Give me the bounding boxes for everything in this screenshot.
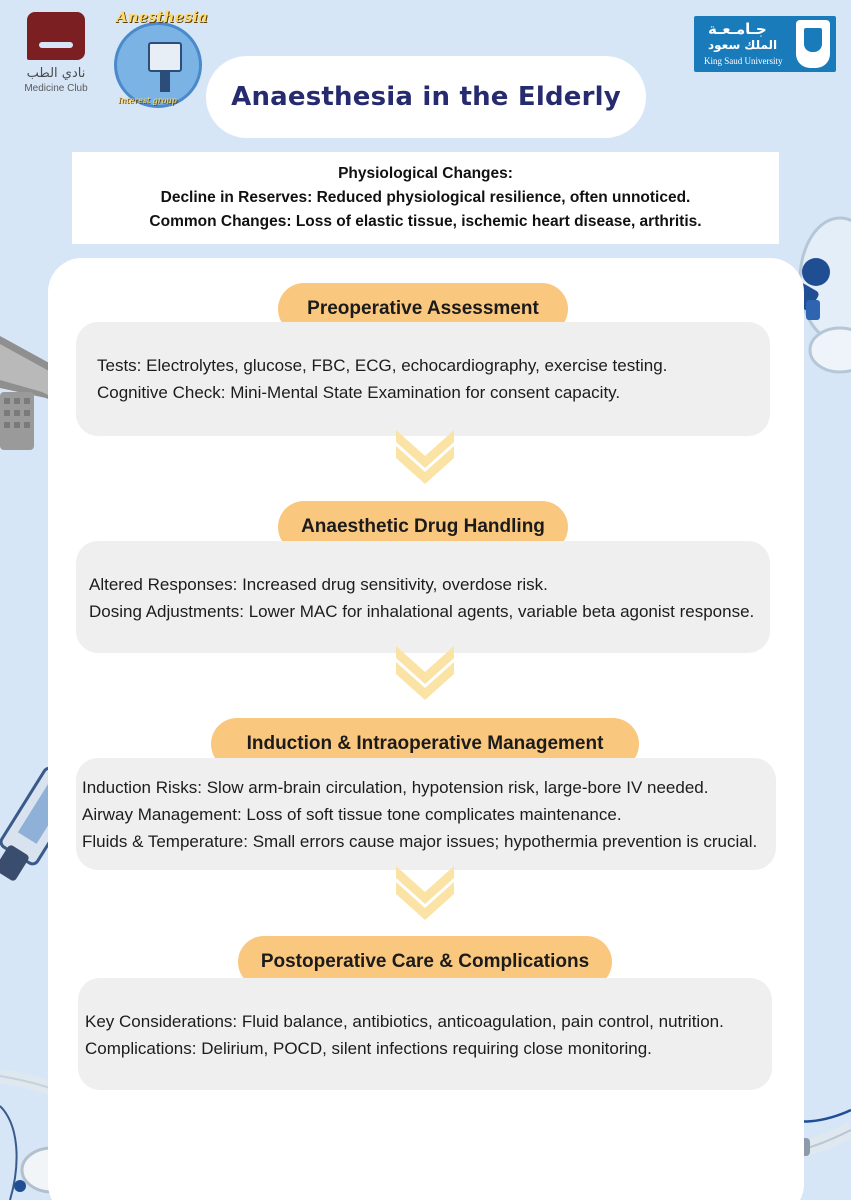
chevron-down-icon bbox=[390, 862, 460, 922]
section-heading-preoperative: Preoperative Assessment bbox=[278, 283, 568, 335]
page-title: Anaesthesia in the Elderly bbox=[231, 82, 621, 112]
university-crest-icon bbox=[796, 20, 830, 68]
logo-subtitle: Interest group bbox=[118, 96, 177, 105]
chevron-down-icon bbox=[390, 642, 460, 702]
chevron-down-icon bbox=[390, 426, 460, 486]
title-banner bbox=[206, 56, 646, 138]
section-heading-drug-handling: Anaesthetic Drug Handling bbox=[278, 501, 568, 553]
section-heading-postoperative: Postoperative Care & Complications bbox=[238, 936, 612, 988]
section-line: Complications: Delirium, POCD, silent infections requiring close monitoring. bbox=[85, 1039, 652, 1058]
section-line: Key Considerations: Fluid balance, antibiotics, anticoagulation, pain control, nutrition. bbox=[85, 1012, 724, 1031]
anesthesia-interest-group-logo bbox=[110, 8, 206, 108]
university-name-arabic-1: جـامـعـة bbox=[708, 20, 767, 38]
monitor-stand bbox=[160, 72, 170, 92]
university-name-english: King Saud University bbox=[704, 56, 783, 66]
section-line: Airway Management: Loss of soft tissue tone complicates maintenance. bbox=[82, 805, 622, 824]
section-heading-induction: Induction & Intraoperative Management bbox=[211, 718, 639, 770]
section-line: Cognitive Check: Mini-Mental State Examination for consent capacity. bbox=[97, 383, 621, 402]
section-box-preoperative bbox=[76, 322, 770, 436]
section-box-drug-handling bbox=[76, 541, 770, 653]
section-line: Tests: Electrolytes, glucose, FBC, ECG, echocardiography, exercise testing. bbox=[97, 356, 668, 375]
intro-line: Physiological Changes: bbox=[338, 165, 513, 182]
section-line: Dosing Adjustments: Lower MAC for inhalational agents, variable beta agonist response. bbox=[89, 602, 755, 621]
medicine-club-logo bbox=[14, 12, 98, 120]
section-box-postoperative bbox=[78, 978, 772, 1090]
medicine-club-emblem bbox=[27, 12, 85, 60]
club-name-english: Medicine Club bbox=[24, 83, 88, 94]
section-box-induction bbox=[76, 758, 776, 870]
physiological-changes-box bbox=[72, 152, 779, 244]
monitor-icon bbox=[148, 42, 182, 72]
section-line: Altered Responses: Increased drug sensitivity, overdose risk. bbox=[89, 575, 548, 594]
university-name-arabic-2: الملك سعود bbox=[708, 38, 778, 52]
section-line: Fluids & Temperature: Small errors cause major issues; hypothermia prevention is crucial. bbox=[82, 832, 758, 851]
logo-word: Anesthesia bbox=[116, 8, 208, 26]
intro-line: Decline in Reserves: Reduced physiological resilience, often unnoticed. bbox=[160, 189, 691, 206]
club-name-arabic: نادي الطب bbox=[26, 66, 86, 81]
king-saud-university-logo bbox=[694, 16, 836, 72]
intro-line: Common Changes: Loss of elastic tissue, ischemic heart disease, arthritis. bbox=[149, 213, 702, 230]
section-line: Induction Risks: Slow arm-brain circulation, hypotension risk, large-bore IV needed. bbox=[82, 778, 709, 797]
